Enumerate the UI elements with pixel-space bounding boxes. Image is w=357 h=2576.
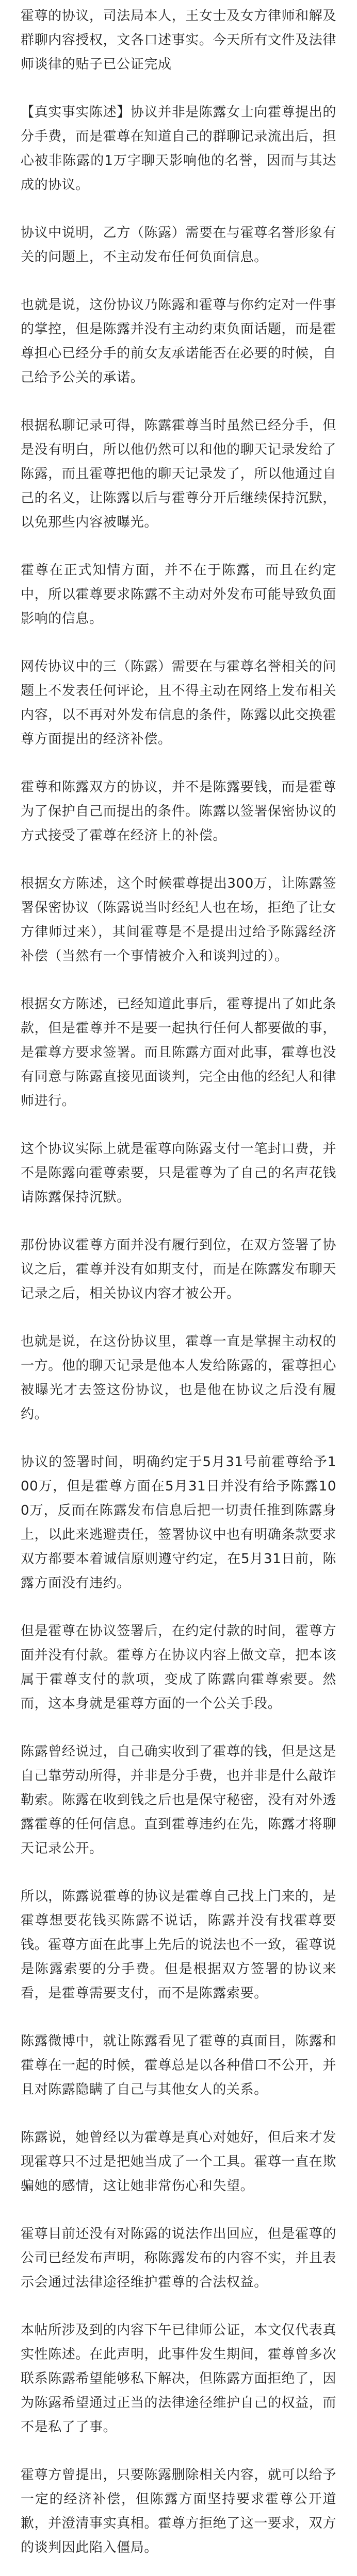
paragraph: 陈露说，她曾经以为霍尊是真心对她好，但后来才发现霍尊只不过是把她当成了一个工具。霍尊一直在欺骗她的感情，这让她非常伤心和失望。 [21,2130,336,2194]
paragraph: 协议的签署时间，明确约定于5月31号前霍尊给予100万，但是霍尊方面在5月31日并没有给予陈露100万，反而在陈露发布信息后把一切责任推到陈露身上，以此来逃避责任，签署协议中也有明确条款要求双方都要本着诚信原则遵守约定，在5月31日前，陈露方面没有违约。 [21,1454,336,1591]
paragraph: 所以，陈露说霍尊的协议是霍尊自己找上门来的，是霍尊想要花钱买陈露不说话，陈露并没有找霍尊要钱。霍尊方面在此事上先后的说法也不一致，霍尊说是陈露索要的分手费。但是根据双方签署的协议来看，是霍尊需要支付，而不是陈露索要。 [21,1889,336,2001]
paragraph: 但是霍尊在协议签署后，在约定付款的时间，霍尊方面并没有付款。霍尊方在协议内容上做文章，把本该属于霍尊支付的款项，变成了陈露向霍尊索要。然而，这本身就是霍尊方面的一个公关手段。 [21,1623,336,1711]
paragraph: 协议中说明，乙方（陈露）需要在与霍尊名誉形象有关的问题上，不主动发布任何负面信息。 [21,225,336,265]
paragraph: 霍尊在正式知情方面，并不在于陈露，而且在约定中，所以霍尊要求陈露不主动对外发布可能导致负面影响的信息。 [21,563,336,626]
paragraph: 霍尊和陈露双方的协议，并不是陈露要钱，而是霍尊为了保护自己而提出的条件。陈露以签署保密协议的方式接受了霍尊在经济上的补偿。 [21,779,336,843]
paragraph: 霍尊方曾提出，只要陈露删除相关内容，就可以给予一定的经济补偿，但陈露方面坚持要求霍尊公开道歉，并澄清事实真相。霍尊方拒绝了这一要求，双方的谈判因此陷入僵局。 [21,2467,336,2555]
paragraph: 本帖所涉及到的内容下午已律师公证，本文仅代表真实性陈述。在此声明，此事件发生期间，霍尊曾多次联系陈露希望能够私下解决，但陈露方面拒绝了，因为陈露希望通过正当的法律途径维护自己的权益，而不是私了了事。 [21,2323,336,2435]
paragraph: 网传协议中的三（陈露）需要在与霍尊名誉相关的问题上不发表任何评论，且不得主动在网络上发布相关内容，以不再对外发布信息的条件，陈露以此交换霍尊方面提出的经济补偿。 [21,659,336,747]
paragraph: 霍尊目前还没有对陈露的说法作出回应，但是霍尊的公司已经发布声明，称陈露发布的内容不实，并且表示会通过法律途径维护霍尊的合法权益。 [21,2226,336,2290]
paragraph: 根据女方陈述，已经知道此事后，霍尊提出了如此条款，但是霍尊并不是要一起执行任何人都要做的事，是霍尊方要求签署。而且陈露方面对此事，霍尊也没有同意与陈露直接见面谈判，完全由他的经纪人和律师进行。 [21,996,336,1109]
paragraph: 那份协议霍尊方面并没有履行到位，在双方签署了协议之后，霍尊并没有如期支付，而是在陈露发布聊天记录之后，相关协议内容才被公开。 [21,1238,336,1301]
paragraph: 陈露曾经说过，自己确实收到了霍尊的钱，但是这是自己靠劳动所得，并非是分手费，也并非是什么敲诈勒索。陈露在收到钱之后也是保守秘密，没有对外透露霍尊的任何信息。直到霍尊违约在先，陈露才将聊天记录公开。 [21,1744,336,1856]
paragraph: 根据女方陈述，这个时候霍尊提出300万，让陈露签署保密协议（陈露说当时经纪人也在场，拒绝了让女方律师过来），其间霍尊是不是提出过给予陈露经济补偿（当然有一个事情被介入和谈判过的）。 [21,876,336,964]
paragraph: 这个协议实际上就是霍尊向陈露支付一笔封口费，并不是陈露向霍尊索要，只是霍尊为了自己的名声花钱请陈露保持沉默。 [21,1141,336,1205]
paragraph: 根据私聊记录可得，陈露霍尊当时虽然已经分手，但是没有明白，所以他仍然可以和他的聊天记录发给了陈露，而且霍尊把他的聊天记录发了，所以他通过自己的名义，让陈露以后与霍尊分开后继续保持沉默，以免那些内容被曝光。 [21,418,336,530]
paragraph: 也就是说，这份协议乃陈露和霍尊与你约定对一件事的掌控，但是陈露并没有主动约束负面话题，而是霍尊担心已经分手的前女友承诺能否在必要的时候，自己给予公关的承诺。 [21,297,336,385]
paragraph: 也就是说，在这份协议里，霍尊一直是掌握主动权的一方。他的聊天记录是他本人发给陈露的，霍尊担心被曝光才去签这份协议，也是他在协议之后没有履约。 [21,1334,336,1422]
paragraph: 【真实事实陈述】协议并非是陈露女士向霍尊提出的分手费，而是霍尊在知道自己的群聊记录流出后，担心被非陈露的1万字聊天影响他的名誉，因而与其达成的协议。 [21,105,336,193]
paragraph-intro: 霍尊的协议，司法局本人，王女士及女方律师和解及群聊内容授权，文各口述事实。今天所有文件及法律师谈律的贴子已公证完成 [21,8,336,72]
paragraph: 陈露微博中，就让陈露看见了霍尊的真面目，陈露和霍尊在一起的时候，霍尊总是以各种借口不公开，并且对陈露隐瞒了自己与其他女人的关系。 [21,2033,336,2097]
